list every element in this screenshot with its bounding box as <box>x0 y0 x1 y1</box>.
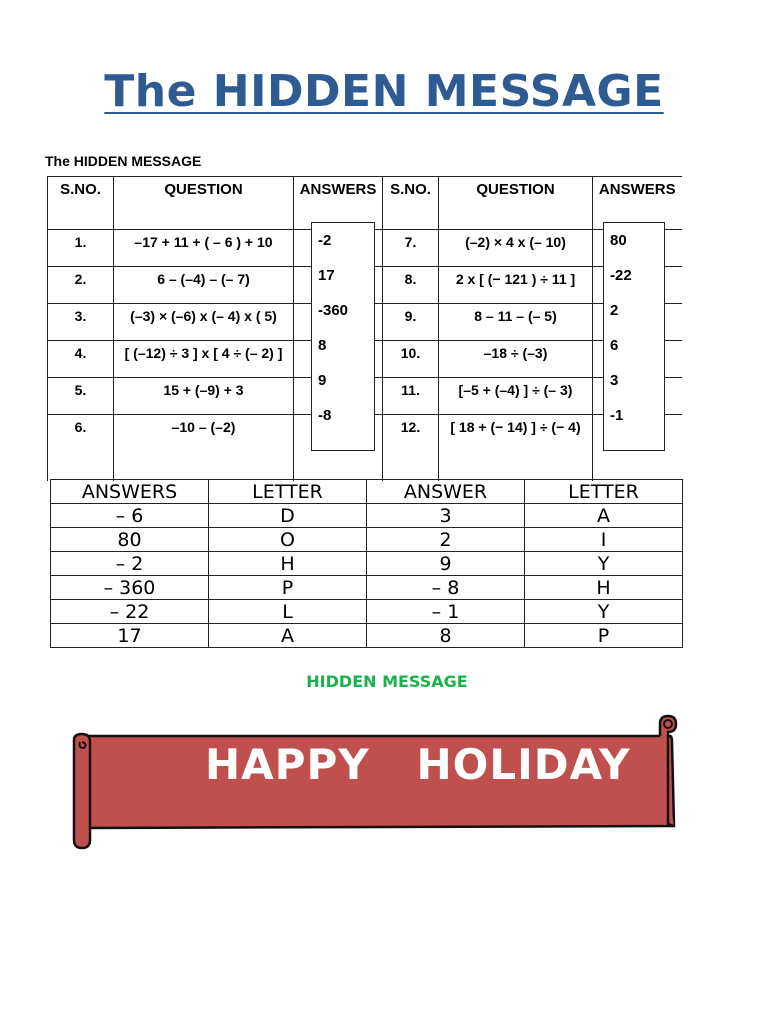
answer-cell: – 2 <box>51 552 209 576</box>
question-number: 3. <box>48 304 114 341</box>
header-answers: ANSWERS <box>51 480 209 504</box>
left-answers-box <box>311 222 375 451</box>
question-number: 11. <box>383 378 439 415</box>
question-text: (–3) × (–6) x (– 4) x ( 5) <box>114 304 294 341</box>
question-text: –17 + 11 + ( – 6 ) + 10 <box>114 230 294 267</box>
answer-cell: 2 <box>367 528 525 552</box>
answer-value: 9 <box>318 372 327 389</box>
question-number: 9. <box>383 304 439 341</box>
question-text: 15 + (–9) + 3 <box>114 378 294 415</box>
letter-cell: I <box>525 528 683 552</box>
question-number: 10. <box>383 341 439 378</box>
answer-cell: 17 <box>51 624 209 648</box>
answer-value: 8 <box>318 337 327 354</box>
table-row <box>51 576 683 600</box>
question-text: 6 – (–4) – (– 7) <box>114 267 294 304</box>
hidden-message-label: HIDDEN MESSAGE <box>306 672 468 691</box>
letter-cell: O <box>209 528 367 552</box>
question-number: 4. <box>48 341 114 378</box>
letter-cell: P <box>525 624 683 648</box>
answer-value: -2 <box>318 232 332 249</box>
answer-value: -1 <box>610 407 624 424</box>
letter-cell: Y <box>525 600 683 624</box>
answer-cell: 3 <box>367 504 525 528</box>
header-sno-right: S.NO. <box>383 177 439 230</box>
table-row <box>51 624 683 648</box>
answer-cell: 9 <box>367 552 525 576</box>
header-answer: ANSWER <box>367 480 525 504</box>
question-text: [–5 + (–4) ] ÷ (– 3) <box>439 378 593 415</box>
question-text: [ (–12) ÷ 3 ] x [ 4 ÷ (– 2) ] <box>114 341 294 378</box>
question-number: 12. <box>383 415 439 482</box>
right-answers-box <box>603 222 665 451</box>
question-number: 5. <box>48 378 114 415</box>
letter-table <box>50 479 683 648</box>
header-answers-right: ANSWERS <box>593 177 682 230</box>
letter-cell: D <box>209 504 367 528</box>
question-number: 2. <box>48 267 114 304</box>
page-title: The HIDDEN MESSAGE <box>104 66 664 117</box>
answer-cell: 8 <box>367 624 525 648</box>
table-row <box>51 504 683 528</box>
header-answers-left: ANSWERS <box>294 177 383 230</box>
question-text: –18 ÷ (–3) <box>439 341 593 378</box>
question-text: [ 18 + (− 14) ] ÷ (− 4) <box>439 415 593 482</box>
question-number: 7. <box>383 230 439 267</box>
question-text: 2 x [ (− 121 ) ÷ 11 ] <box>439 267 593 304</box>
header-question-right: QUESTION <box>439 177 593 230</box>
answer-cell: – 1 <box>367 600 525 624</box>
question-text: 8 – 11 – (– 5) <box>439 304 593 341</box>
answer-cell: 80 <box>51 528 209 552</box>
answer-value: -22 <box>610 267 632 284</box>
header-sno-left: S.NO. <box>48 177 114 230</box>
answer-value: -360 <box>318 302 349 319</box>
answer-cell: – 6 <box>51 504 209 528</box>
header-letter: LETTER <box>209 480 367 504</box>
letter-cell: Y <box>525 552 683 576</box>
header-question-left: QUESTION <box>114 177 294 230</box>
question-text: (–2) × 4 x (– 10) <box>439 230 593 267</box>
answer-value: 3 <box>610 372 619 389</box>
question-text: –10 – (–2) <box>114 415 294 482</box>
answer-value: 80 <box>610 232 627 249</box>
question-number: 6. <box>48 415 114 482</box>
answer-value: 17 <box>318 267 335 284</box>
hidden-message-answer: HAPPY HOLIDAY <box>205 740 631 789</box>
letter-cell: L <box>209 600 367 624</box>
question-number: 8. <box>383 267 439 304</box>
banner-left-curl <box>74 734 90 848</box>
answer-value: -8 <box>318 407 332 424</box>
answer-cell: – 360 <box>51 576 209 600</box>
header-letter: LETTER <box>525 480 683 504</box>
worksheet-subtitle: The HIDDEN MESSAGE <box>45 153 202 169</box>
answer-cell: – 8 <box>367 576 525 600</box>
letter-cell: H <box>525 576 683 600</box>
table-row <box>51 600 683 624</box>
letter-table-header <box>51 480 683 504</box>
answer-value: 6 <box>610 337 619 354</box>
table-row <box>51 528 683 552</box>
table-row <box>51 552 683 576</box>
letter-cell: A <box>209 624 367 648</box>
question-number: 1. <box>48 230 114 267</box>
letter-cell: P <box>209 576 367 600</box>
letter-cell: H <box>209 552 367 576</box>
letter-cell: A <box>525 504 683 528</box>
answer-value: 2 <box>610 302 619 319</box>
answer-cell: – 22 <box>51 600 209 624</box>
